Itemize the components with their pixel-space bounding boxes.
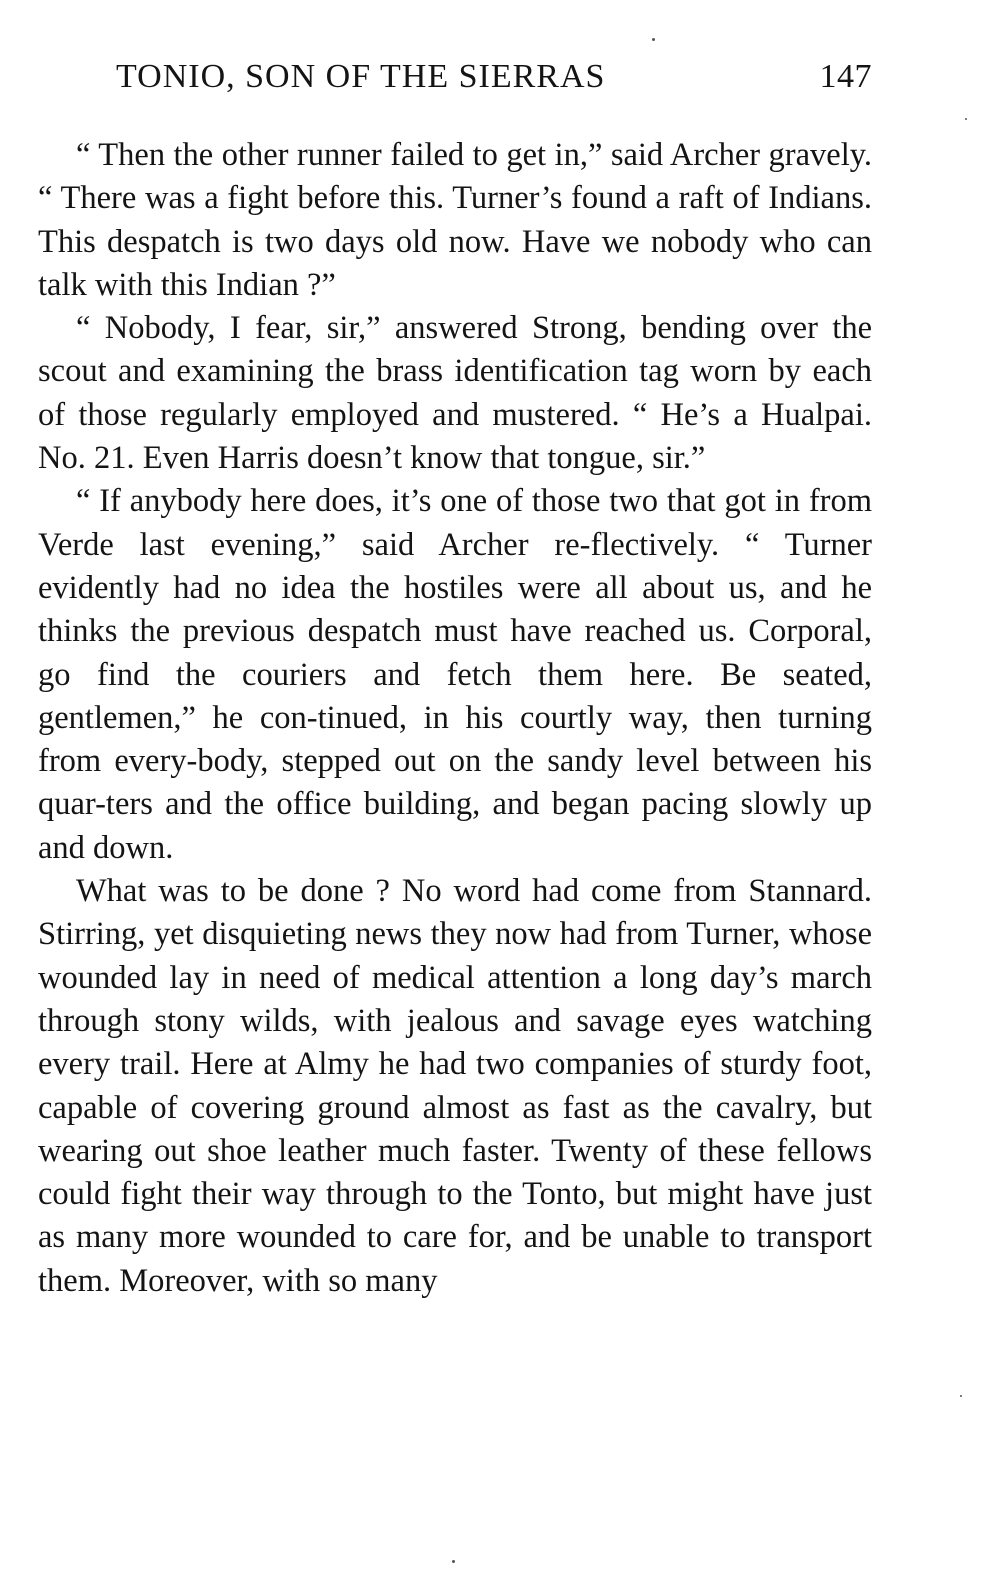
page-number: 147 [819, 58, 872, 95]
print-speck [652, 38, 655, 41]
body-text [38, 134, 872, 1303]
paragraph-4: What was to be done ? No word had come from Stannard. Stirring, yet disquieting news they now had from Turner, whose wounded lay in need of medical attention a long day’s march through stony wilds, with jealous and savage eyes watching every trail. Here at Almy he had two companies of sturdy foot, capable of covering ground almost as fast as the cavalry, but wearing out shoe leather much faster. Twenty of these fellows could fight their way through to the Tonto, but might have just as many more wounded to care for, and be unable to transport them. Moreover, with so many [38, 873, 872, 1299]
paragraph-3: “ If anybody here does, it’s one of those two that got in from Verde last evening,” said Archer re-flectively. “ Turner evidently had no idea the hostiles were all about us, and he thinks the previous despatch must have reached us. Corporal, go find the couriers and fetch them here. Be seated, gentlemen,” he con-tinued, in his courtly way, then turning from every-body, stepped out on the sandy level between his quar-ters and the office building, and began pacing slowly up and down. [38, 483, 872, 866]
running-title: TONIO, SON OF THE SIERRAS [116, 58, 606, 95]
running-head [116, 58, 872, 112]
paragraph-1: “ Then the other runner failed to get in,” said Archer gravely. “ There was a fight before this. Turner’s found a raft of Indians. This despatch is two days old now. Have we nobody who can talk with this Indian ?” [38, 137, 872, 303]
paragraph-2: “ Nobody, I fear, sir,” answered Strong, bending over the scout and examining the brass identification tag worn by each of those regularly employed and mustered. “ He’s a Hualpai. No. 21. Even Harris doesn’t know that tongue, sir.” [38, 310, 872, 477]
book-page [38, 58, 872, 1303]
print-speck [960, 1395, 962, 1397]
print-speck [965, 118, 967, 120]
print-speck [452, 1560, 455, 1563]
